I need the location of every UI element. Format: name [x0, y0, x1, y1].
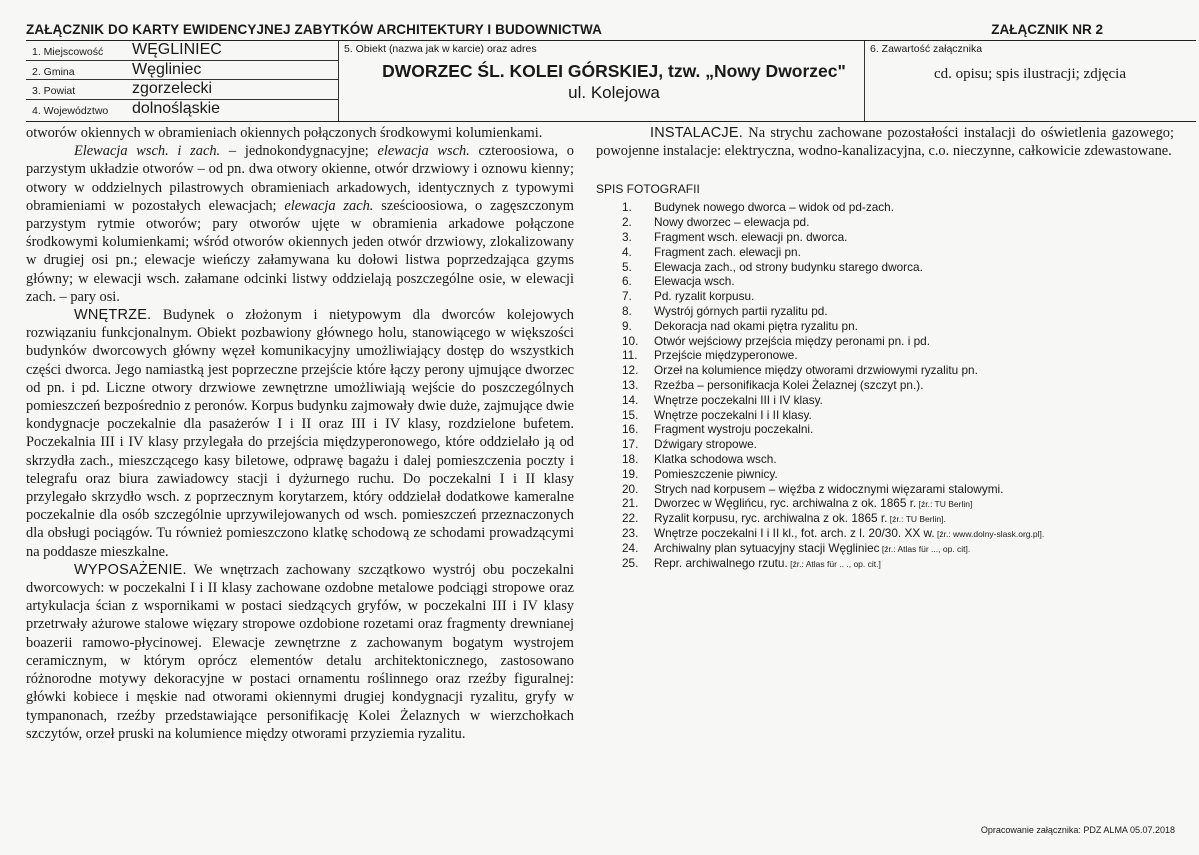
- caption-source: [źr.: TU Berlin]: [916, 499, 973, 510]
- text-span: We wnętrzach zachowany szczątkowo wystrój obu poczekalni dworcowych: w poczekalni I i II klasy zachowane ozdobne metalowe podciągi stropowe oraz artykulacja ścian z wspornikami w postaci siedzących gryfów, w poczekalni III i IV klasy przetrwały ażurowe stalowe więzary stropowe ozdobione rozetami oraz fragmenty drewnianej boazerii ramowo-płycinowej. Elewacje zewnętrzne z zachowanym bogatym wystrojem ceramicznym, w którym oprócz elementów detalu architektonicznego, zastosowano różnorodne motywy dekoracyjne w postaci ornamentu roślinnego oraz rzeźby figuralnej: główki kobiece i męskie nad otworami okiennymi drugiej kondygnacji ryzalitu, gryfy w tympanonach, rzeźby przedstawiające personifikację Kolei Żelaznych w wierzchołkach szczytów, orzeł pruski na kolumience między otworami przyziemia ryzalitu.: [26, 561, 574, 742]
- photo-list-item: [596, 348, 1174, 363]
- photo-list-item: [596, 245, 1174, 260]
- photo-number: 1.: [622, 200, 632, 215]
- photo-number: 2.: [622, 215, 632, 230]
- photo-caption: [654, 260, 923, 276]
- photo-list-item: [596, 511, 1174, 526]
- photo-caption: [654, 467, 778, 483]
- photo-list-item: [596, 452, 1174, 467]
- text-span: czteroosiowa, o parzystym układzie otworów – od pn. dwa otwory okienne, otwór drzwiowy i oznowu kienny; otwory w oddzielnych pilastrowych obramieniach arkadowych, identycznych z typowymi obramieniami w pozostałych elewacjach;: [26, 143, 574, 214]
- paragraph-installations: [596, 124, 1174, 160]
- photo-list-item: [596, 482, 1174, 497]
- photo-list-item: [596, 289, 1174, 304]
- right-column: [596, 124, 1174, 570]
- photo-list-item: [596, 393, 1174, 408]
- photo-caption: [654, 422, 813, 438]
- caption-text: Fragment wsch. elewacji pn. dworca.: [654, 230, 848, 244]
- field-commune: [26, 61, 338, 81]
- photo-number: 6.: [622, 274, 632, 289]
- photo-caption: [654, 452, 777, 468]
- photo-number: 19.: [622, 466, 639, 481]
- photo-caption: [654, 304, 828, 320]
- photo-caption: [654, 334, 930, 350]
- photo-caption: [654, 511, 946, 527]
- photo-caption: [654, 482, 1003, 498]
- header-table: [26, 40, 1196, 122]
- footer-credit: Opracowanie załącznika: PDZ ALMA 05.07.2018: [980, 825, 1175, 835]
- paragraph-windows: otworów okiennych w obramieniach okiennych połączonych środkowymi kolumienkami.: [26, 125, 543, 141]
- field-county: [26, 80, 338, 100]
- photo-caption: [654, 348, 798, 364]
- photo-list-title: SPIS FOTOGRAFII: [596, 182, 700, 197]
- photo-list-item: [596, 230, 1174, 245]
- photo-number: 13.: [622, 377, 639, 392]
- paragraph-elevations: [26, 142, 574, 306]
- photo-list-item: [596, 437, 1174, 452]
- caption-text: Budynek nowego dworca – widok od pd-zach.: [654, 200, 895, 215]
- photo-caption: [654, 245, 801, 261]
- text-span: Na strychu zachowane pozostałości instalacji do oświetlenia gazowego; powojenne instalacje: elektryczna, wodno-kanalizacyjna, c.o. nieczynne, całkowicie zdewastowane.: [596, 125, 1174, 160]
- photo-number: 12.: [622, 363, 639, 378]
- field-label: 1. Miejscowość: [32, 46, 104, 58]
- caption-text: Dźwigary stropowe.: [654, 437, 757, 452]
- photo-list-item: [596, 200, 1174, 215]
- photo-caption: [654, 230, 847, 246]
- italic-term: elewacja zach.: [284, 197, 374, 214]
- field-voivodeship: [26, 100, 338, 120]
- photo-list-item: [596, 304, 1174, 319]
- text-span: – jednokondygnacyjne;: [220, 143, 378, 160]
- photo-caption: [654, 526, 1044, 542]
- photo-list-item: [596, 467, 1174, 482]
- interior-heading: WNĘTRZE.: [74, 307, 152, 324]
- photo-caption: [654, 496, 972, 512]
- caption-text: Ryzalit korpusu, ryc. archiwalna z ok. 1865 r.: [654, 511, 888, 526]
- installations-heading: INSTALACJE.: [650, 125, 743, 141]
- caption-text: Fragment zach. elewacji pn.: [654, 244, 801, 259]
- photo-number: 11.: [622, 348, 638, 363]
- photo-number: 24.: [622, 540, 639, 555]
- photo-number: 21.: [622, 496, 639, 511]
- photo-list-item: [596, 556, 1174, 571]
- furnishing-heading: WYPOSAŻENIE.: [74, 561, 187, 578]
- photo-number: 25.: [622, 555, 639, 570]
- photo-number: 16.: [622, 422, 639, 437]
- photo-caption: [654, 437, 757, 453]
- photo-number: 9.: [622, 318, 632, 333]
- italic-term: elewacja wsch.: [377, 143, 470, 160]
- caption-source: [źr.: Atlas für .. ., op. cit.]: [787, 558, 881, 569]
- photo-number: 7.: [622, 289, 632, 304]
- photo-caption: [654, 393, 823, 409]
- caption-text: Wnętrze poczekalni III i IV klasy.: [654, 392, 823, 407]
- contents-label: 6. Zawartość załącznika: [870, 43, 983, 55]
- photo-number: 18.: [622, 451, 639, 466]
- photo-number: 10.: [622, 333, 639, 348]
- caption-text: Otwór wejściowy przejścia między peronami pn. i pd.: [654, 333, 931, 348]
- caption-text: Elewacja zach., od strony budynku starego dworca.: [654, 259, 923, 274]
- field-value: WĘGLINIEC: [132, 41, 222, 58]
- photo-caption: [654, 363, 978, 379]
- photo-number: 23.: [622, 525, 639, 540]
- caption-text: Dekoracja nad okami piętra ryzalitu pn.: [654, 318, 858, 333]
- photo-list-item: [596, 260, 1174, 275]
- photo-caption: [654, 408, 812, 424]
- caption-text: Pomieszczenie piwnicy.: [654, 466, 778, 481]
- caption-source: [źr.: www.dolny-slask.org.pl].: [934, 528, 1045, 539]
- caption-text: Wnętrze poczekalni I i II klasy.: [654, 407, 812, 422]
- photo-list-item: [596, 408, 1174, 423]
- field-value: dolnośląskie: [132, 99, 221, 117]
- photo-number: 5.: [622, 259, 632, 274]
- photo-number: 20.: [622, 481, 639, 496]
- photo-caption: [654, 289, 754, 305]
- field-label: 3. Powiat: [32, 85, 76, 97]
- photo-caption: [654, 215, 809, 231]
- caption-text: Rzeźba – personifikacja Kolei Żelaznej (szczyt pn.).: [654, 377, 924, 392]
- photo-list-item: [596, 496, 1174, 511]
- caption-text: Nowy dworzec – elewacja pd.: [654, 215, 810, 230]
- photo-list-item: [596, 274, 1174, 289]
- caption-text: Pd. ryzalit korpusu.: [654, 289, 755, 304]
- photo-number: 4.: [622, 244, 632, 259]
- text-span: sześcioosiowa, o zagęszczonym parzystym rytmie otworów; pary otworów ujęte w obramienia arkadowe połączone środkowymi kolumienkami; wśród otworów okiennych jeden otwór drzwiowy, zlokalizowany w drugiej osi pn.; elewacje wieńczy załamywana ku dołowi listwa poprzedzająca gzyms główny; w elewacji wsch. załamane odcinki listwy oddzielają poszczególne osie, w elewacji zach. – pary osi.: [26, 197, 574, 305]
- paragraph-furnishing: [26, 561, 574, 743]
- description-column: [26, 124, 574, 743]
- photo-list-item: [596, 526, 1174, 541]
- field-town: [26, 41, 338, 61]
- field-value: Węgliniec: [132, 60, 202, 78]
- photo-number: 15.: [622, 407, 639, 422]
- photo-list-item: [596, 334, 1174, 349]
- caption-text: Strych nad korpusem – więźba z widocznymi więzarami stalowymi.: [654, 481, 1004, 496]
- caption-text: Elewacja wsch.: [654, 274, 735, 289]
- photo-list-item: [596, 363, 1174, 378]
- caption-text: Wnętrze poczekalni I i II kl., fot. arch. z l. 20/30. XX w.: [654, 525, 935, 540]
- document-title: ZAŁĄCZNIK DO KARTY EWIDENCYJNEJ ZABYTKÓW ARCHITEKTURY I BUDOWNICTWA: [26, 22, 602, 37]
- field-label: 2. Gmina: [32, 65, 75, 78]
- object-address: ul. Kolejowa: [568, 83, 660, 102]
- photo-list: [596, 200, 1174, 570]
- location-fields: [26, 41, 338, 121]
- object-title: DWORZEC ŚL. KOLEI GÓRSKIEJ, tzw. „Nowy Dworzec": [382, 61, 846, 81]
- paragraph-interior: [26, 306, 574, 561]
- caption-text: Archiwalny plan sytuacyjny stacji Węgliniec: [654, 540, 880, 555]
- photo-number: 3.: [622, 230, 632, 244]
- photo-caption: [654, 378, 923, 394]
- photo-number: 8.: [622, 303, 632, 318]
- caption-source: [źr.: Atlas für ..., op. cit].: [879, 543, 971, 554]
- photo-list-item: [596, 378, 1174, 393]
- photo-list-item: [596, 422, 1174, 437]
- caption-text: Orzeł na kolumience między otworami drzwiowymi ryzalitu pn.: [654, 363, 978, 378]
- photo-list-item: [596, 319, 1174, 334]
- photo-list-item: [596, 215, 1174, 230]
- text-span: Budynek o złożonym i nietypowym dla dworców kolejowych rozwiązaniu funkcjonalnym. Obiekt pozbawiony głównego holu, stanowiącego w większości budynków dworcowych główny węzeł komunikacyjny umożliwiający dostęp do wszystkich części dworca. Jego namiastką jest poprzeczne przejście które łączy perony ujmujące dworzec od pn. i pd. Liczne otwory drzwiowe zewnętrzne umożliwiają wejście do poszczególnych pomieszczeń bezpośrednio z peronów. Korpus budynku zajmowały dwie duże, zajmujące dwie kondygnacje poczekalnie dla pasażerów I i II oraz III i IV klasy, rozdzielone bufetem. Poczekalnia III i IV klasy przylegała do przejścia międzyperonowego, które oddzielało ją od skrzydła zach., mieszczącego kasy biletowe, odprawę bagażu i dalej pomieszczenia poczty i telegrafu oraz biura zawiadowcy stacji i dyżurnego ruchu. Do poczekalni I i II klasy przylegało skrzydło wsch. z poprzecznym korytarzem, który oddzielał dodatkowe kameralne poczekalnie dla osób szczególnie uprzywilejowanych od wsch. pomieszczeń przeznaczonych dla obsługi pociągów. Tu również pomieszczono klatkę schodową ze schodami prowadzącymi na poddasze mieszkalne.: [26, 307, 574, 560]
- photo-caption: [654, 319, 858, 335]
- photo-number: 17.: [622, 437, 639, 452]
- caption-text: Fragment wystroju poczekalni.: [654, 422, 814, 437]
- elevations-heading: Elewacja wsch. i zach.: [74, 143, 221, 160]
- photo-list-item: [596, 541, 1174, 556]
- field-value: zgorzelecki: [132, 80, 213, 97]
- photo-caption: [654, 274, 735, 290]
- photo-number: 14.: [622, 392, 639, 407]
- annex-number: ZAŁĄCZNIK NR 2: [991, 22, 1103, 37]
- photo-caption: [654, 200, 894, 216]
- caption-source: [źr.: TU Berlin].: [887, 514, 946, 525]
- caption-text: Wystrój górnych partii ryzalitu pd.: [654, 303, 828, 318]
- caption-text: Przejście międzyperonowe.: [654, 348, 798, 363]
- photo-caption: [654, 541, 970, 557]
- caption-text: Klatka schodowa wsch.: [654, 451, 777, 466]
- field-label: 4. Województwo: [32, 104, 109, 117]
- photo-caption: [654, 556, 881, 572]
- object-label: 5. Obiekt (nazwa jak w karcie) oraz adres: [344, 43, 537, 55]
- photo-number: 22.: [622, 511, 639, 526]
- caption-text: Dworzec w Węglińcu, ryc. archiwalna z ok. 1865 r.: [654, 496, 917, 511]
- caption-text: Repr. archiwalnego rzutu.: [654, 555, 788, 570]
- contents-value: cd. opisu; spis ilustracji; zdjęcia: [933, 66, 1127, 82]
